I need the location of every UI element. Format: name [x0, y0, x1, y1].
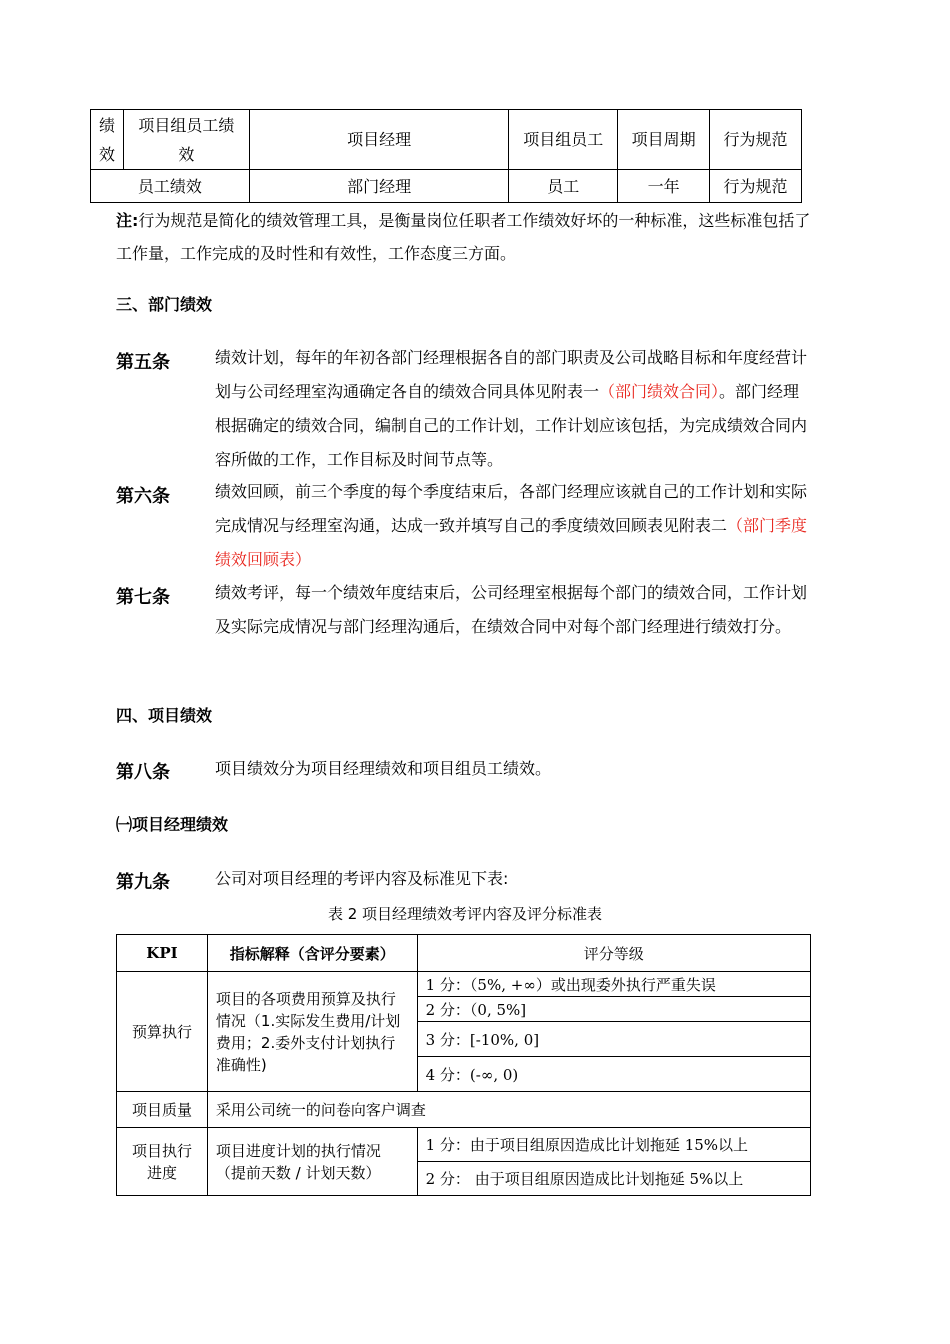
column-header: 评分等级: [417, 935, 810, 972]
explanation-cell: 采用公司统一的问卷向客户调查: [207, 1092, 810, 1128]
article-5-label: 第五条: [116, 352, 170, 373]
appendix-link-2: （部门季度绩效回顾表）: [215, 516, 808, 569]
article-5-text-b: 。部门经理根据确定的绩效合同，编制自己的工作计划，工作计划应该包括，为完成绩效合同内容所做的工作，工作目标及时间节点等。: [215, 382, 808, 469]
grade-cell: 4 分：(-∞, 0): [417, 1057, 810, 1092]
table-cell: 项目组员工: [509, 110, 618, 170]
table-cell: 项目组员工绩效: [123, 110, 249, 170]
explanation-cell: 项目的各项费用预算及执行情况（1.实际发生费用/计划费用；2.委外支付计划执行准确性): [207, 972, 417, 1092]
article-8-text: 项目绩效分为项目经理绩效和项目组员工绩效。: [215, 759, 552, 778]
note-label: 注:: [116, 211, 139, 230]
table-row: [117, 972, 811, 997]
explanation-cell: 项目进度计划的执行情况（提前天数 / 计划天数）: [207, 1128, 417, 1196]
section-heading-3: 三、部门绩效: [116, 295, 213, 314]
grade-cell: 1 分：（5%, +∞）或出现委外执行严重失误: [417, 972, 810, 997]
table-row: [117, 1092, 811, 1128]
top-table: [90, 109, 802, 203]
section-heading-4: 四、项目绩效: [116, 706, 213, 725]
table-cell: 部门经理: [249, 170, 509, 203]
table-cell: 绩效: [91, 110, 124, 170]
subsection-heading: ㈠项目经理绩效: [116, 815, 229, 834]
kpi-table: [116, 934, 811, 1196]
kpi-cell: 预算执行: [117, 972, 208, 1092]
table-row: [91, 170, 802, 203]
note-paragraph: [116, 204, 816, 270]
table-cell: 项目经理: [249, 110, 509, 170]
article-5-text: [215, 341, 815, 477]
article-9-text: 公司对项目经理的考评内容及标准见下表:: [215, 869, 509, 888]
table-row: [91, 110, 802, 170]
grade-cell: 2 分： 由于项目组原因造成比计划拖延 5%以上: [417, 1162, 810, 1196]
article-6-text-a: 绩效回顾，前三个季度的每个季度结束后，各部门经理应该就自己的工作计划和实际完成情况与经理室沟通，达成一致并填写自己的季度绩效回顾表见附表二: [215, 482, 808, 535]
table-cell: 项目周期: [618, 110, 710, 170]
article-7-text: 绩效考评，每一个绩效年度结束后，公司经理室根据每个部门的绩效合同，工作计划及实际完成情况与部门经理沟通后，在绩效合同中对每个部门经理进行绩效打分。: [215, 583, 808, 636]
table-header-row: [117, 935, 811, 972]
table-caption: 表 2 项目经理绩效考评内容及评分标准表: [327, 905, 603, 923]
article-5-text-a: 绩效计划，每年的年初各部门经理根据各自的部门职责及公司战略目标和年度经营计划与公司经理室沟通确定各自的绩效合同具体见附表一: [215, 348, 808, 401]
grade-cell: 3 分：[-10%, 0]: [417, 1022, 810, 1057]
table-cell: 行为规范: [710, 110, 802, 170]
table-row: [117, 1128, 811, 1162]
article-8-label: 第八条: [116, 762, 170, 783]
article-6-label: 第六条: [116, 486, 170, 507]
grade-cell: 2 分：（0, 5%]: [417, 997, 810, 1022]
kpi-cell: 项目执行进度: [117, 1128, 208, 1196]
column-header: KPI: [117, 935, 208, 972]
article-6-text: [215, 475, 815, 577]
table-cell: 行为规范: [710, 170, 802, 203]
table-cell: 员工绩效: [91, 170, 250, 203]
article-9-label: 第九条: [116, 872, 170, 893]
appendix-link-1: （部门绩效合同）: [599, 382, 720, 401]
table-cell: 一年: [618, 170, 710, 203]
article-7-label: 第七条: [116, 587, 170, 608]
note-text: 行为规范是简化的绩效管理工具，是衡量岗位任职者工作绩效好坏的一种标准，这些标准包括了工作量，工作完成的及时性和有效性，工作态度三方面。: [116, 211, 811, 263]
table-cell: 员工: [509, 170, 618, 203]
grade-cell: 1 分：由于项目组原因造成比计划拖延 15%以上: [417, 1128, 810, 1162]
kpi-cell: 项目质量: [117, 1092, 208, 1128]
column-header: 指标解释（含评分要素）: [207, 935, 417, 972]
